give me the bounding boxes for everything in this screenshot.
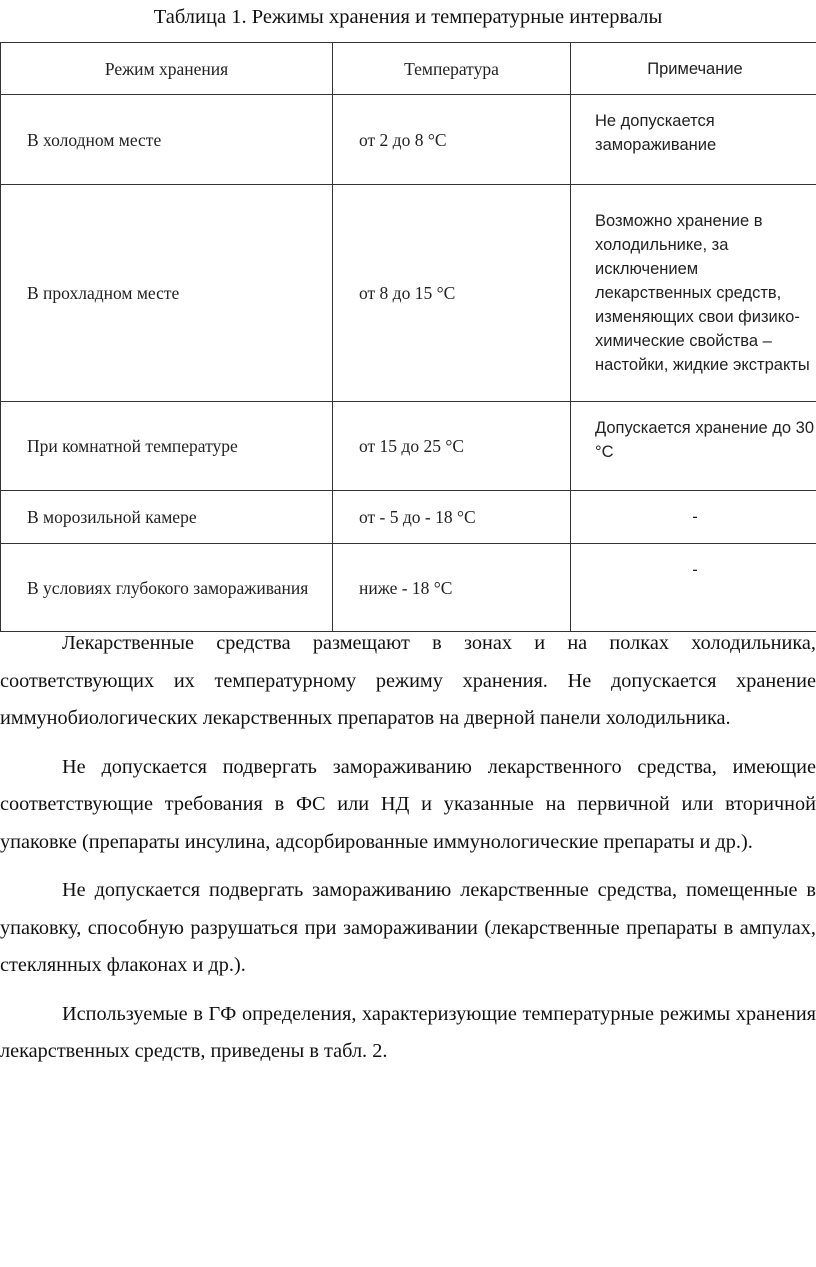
table-caption: Таблица 1. Режимы хранения и температурные интервалы xyxy=(153,6,663,28)
header-note: Примечание xyxy=(571,43,816,95)
table-row xyxy=(1,491,816,544)
cell-note: Допускается хранение до 30 °С xyxy=(571,402,816,491)
table-row xyxy=(1,185,816,402)
paragraph: Лекарственные средства размещают в зонах и на полках холодильника, соответствующих их температурному режиму хранения. Не допускается хранение иммунобиологических лекарственных препаратов на дверной панели холодильника. xyxy=(0,632,816,729)
header-mode: Режим хранения xyxy=(1,43,333,95)
body-text xyxy=(0,625,816,1082)
cell-mode: В условиях глубокого замораживания xyxy=(1,544,333,632)
paragraph: Используемые в ГФ определения, характеризующие температурные режимы хранения лекарственных средств, приведены в табл. 2. xyxy=(0,1002,816,1062)
cell-note: - xyxy=(571,491,816,544)
cell-note: - xyxy=(571,544,816,632)
table-row xyxy=(1,402,816,491)
table-row xyxy=(1,95,816,185)
cell-note: Не допускается замораживание xyxy=(571,95,816,185)
cell-note: Возможно хранение в холодильнике, за исключением лекарственных средств, изменяющих свои физико-химические свойства – настойки, жидкие экстракты xyxy=(571,185,816,402)
cell-temperature: от 2 до 8 °С xyxy=(333,95,571,185)
cell-temperature: ниже - 18 °С xyxy=(333,544,571,632)
table-row xyxy=(1,544,816,632)
cell-temperature: от 8 до 15 °С xyxy=(333,185,571,402)
header-temperature: Температура xyxy=(333,43,571,95)
paragraph: Не допускается подвергать замораживанию лекарственного средства, имеющие соответствующие требования в ФС или НД и указанные на первичной или вторичной упаковке (препараты инсулина, адсорбированные иммунологические препараты и др.). xyxy=(0,755,816,853)
cell-mode: В морозильной камере xyxy=(1,491,333,544)
cell-mode: В прохладном месте xyxy=(1,185,333,402)
cell-mode: В холодном месте xyxy=(1,95,333,185)
cell-temperature: от 15 до 25 °С xyxy=(333,402,571,491)
storage-modes-table xyxy=(0,42,816,632)
paragraph: Не допускается подвергать замораживанию лекарственные средства, помещенные в упаковку, способную разрушаться при замораживании (лекарственные препараты в ампулах, стеклянных флаконах и др.). xyxy=(0,879,816,976)
cell-temperature: от - 5 до - 18 °С xyxy=(333,491,571,544)
table-header-row xyxy=(1,43,816,95)
cell-mode: При комнатной температуре xyxy=(1,402,333,491)
